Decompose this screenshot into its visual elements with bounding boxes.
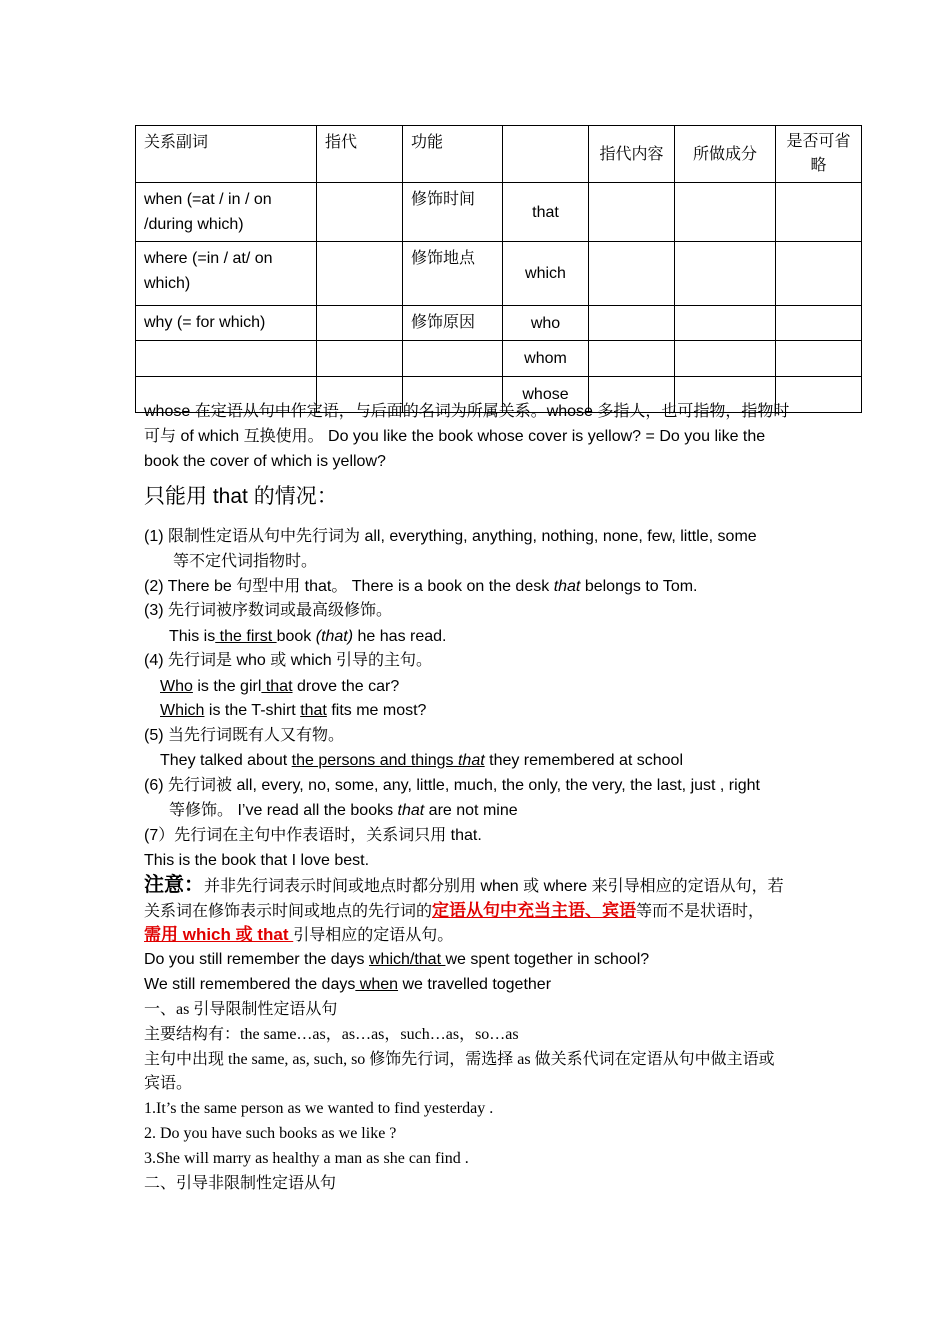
table-cell — [317, 183, 403, 242]
whose-note-line: book the cover of which is yellow? — [144, 453, 386, 470]
header-cell: 所做成分 — [675, 126, 776, 183]
table-cell: whose — [503, 377, 589, 413]
table-cell — [317, 306, 403, 341]
relative-adverb-table — [135, 125, 862, 413]
table-row — [136, 242, 862, 306]
example-sentence — [144, 948, 649, 972]
table-cell — [776, 341, 862, 377]
rule-item: (7）先行词在主句中作表语时，关系词只用 that. — [144, 827, 482, 844]
section-heading: 只能用 that 的情况： — [144, 485, 338, 508]
table-cell: which — [503, 242, 589, 306]
table-cell: why (= for which) — [136, 306, 317, 341]
rule-item: (6) 先行词被 all, every, no, some, any, little, much, the only, the very, the last, just , right — [144, 777, 760, 794]
table-cell: when (=at / in / on /during which) — [136, 183, 317, 242]
table-cell: whom — [503, 341, 589, 377]
text: 关系词在修饰表示时间或地点的先行词的 — [144, 903, 433, 920]
table-cell — [403, 341, 503, 377]
table-cell — [675, 183, 776, 242]
text: 等修饰。 I’ve read all the books — [169, 802, 398, 819]
example-sentence — [169, 625, 446, 649]
table-cell — [589, 242, 675, 306]
text: is the girl — [192, 678, 262, 695]
underlined-text: when — [355, 976, 399, 993]
table-cell — [317, 341, 403, 377]
table-cell: 修饰地点 — [403, 242, 503, 306]
text: 等而不是状语时， — [636, 903, 765, 920]
header-cell: 是否可省略 — [776, 126, 862, 183]
header-cell — [503, 126, 589, 183]
example-sentence — [144, 973, 551, 997]
table-cell — [136, 341, 317, 377]
text-line: 宾语。 — [144, 1075, 193, 1092]
text: We still remembered the days — [144, 976, 356, 993]
whose-note-line: 可与 of which 互换使用。 Do you like the book whose cover is yellow? = Do you like the — [144, 428, 766, 445]
text: are not mine — [424, 802, 518, 819]
example-sentence — [160, 699, 426, 723]
example-sentence: 3.She will marry as healthy a man as she can find . — [144, 1150, 469, 1167]
highlight-text: 需用 which 或 that — [144, 925, 294, 944]
text: is the T-shirt — [204, 702, 301, 719]
text: They talked about — [160, 752, 292, 769]
rule-item: (1) 限制性定语从句中先行词为 all, everything, anything, nothing, none, few, little, some — [144, 528, 757, 545]
attention-line — [144, 873, 784, 899]
underlined-text: the first — [215, 628, 277, 645]
italic-text: (that) — [315, 628, 354, 645]
table-cell — [589, 306, 675, 341]
attention-line — [144, 923, 453, 948]
table-cell: that — [503, 183, 589, 242]
table-row — [136, 183, 862, 242]
table-cell — [675, 306, 776, 341]
underlined-text: Which — [160, 702, 205, 719]
underlined-text: that — [300, 702, 327, 719]
text: (2) There be 句型中用 that。 There is a book on the desk — [144, 578, 554, 595]
example-sentence — [160, 675, 399, 699]
text: 引导相应的定语从句。 — [293, 927, 454, 944]
highlight-text: 定语从句中充当主语、宾语 — [432, 901, 637, 920]
section-heading: 一、as 引导限制性定语从句 — [144, 1001, 338, 1018]
attention-label: 注意： — [144, 874, 204, 896]
section-heading: 二、引导非限制性定语从句 — [144, 1175, 337, 1192]
table-cell — [317, 242, 403, 306]
underlined-text: Who — [160, 678, 193, 695]
table-cell — [675, 341, 776, 377]
underlined-text: the persons and things — [291, 752, 454, 769]
table-cell: 修饰原因 — [403, 306, 503, 341]
table-header-row — [136, 126, 862, 183]
underlined-text: which/that — [368, 951, 446, 968]
rule-item — [144, 575, 697, 599]
text-line: 主句中出现 the same, as, such, so 修饰先行词，需选择 as 做关系代词在定语从句中做主语或 — [144, 1051, 775, 1068]
table-cell — [675, 242, 776, 306]
header-cell: 功能 — [403, 126, 503, 183]
table-cell: where (=in / at/ on which) — [136, 242, 317, 306]
table-cell — [776, 306, 862, 341]
header-cell: 指代内容 — [589, 126, 675, 183]
table-row — [136, 341, 862, 377]
italic-that: that — [553, 578, 581, 595]
text: Do you still remember the days — [144, 951, 369, 968]
header-cell: 指代 — [317, 126, 403, 183]
example-sentence — [160, 749, 683, 773]
table-row — [136, 306, 862, 341]
attention-line — [144, 899, 764, 924]
italic-that: that — [453, 752, 485, 769]
table-cell — [589, 183, 675, 242]
whose-note-line: whose 在定语从句中作定语，与后面的名词为所属关系。whose 多指人，也可指物，指物时 — [144, 403, 790, 420]
text: he has read. — [353, 628, 447, 645]
text: 并非先行词表示时间或地点时都分别用 when 或 where 来引导相应的定语从句，若 — [204, 878, 784, 895]
table-cell — [776, 242, 862, 306]
text: This is — [169, 628, 216, 645]
text: they remembered at school — [484, 752, 683, 769]
rule-item: (3) 先行词被序数词或最高级修饰。 — [144, 602, 393, 619]
table-cell: 修饰时间 — [403, 183, 503, 242]
table-cell — [776, 183, 862, 242]
text: we spent together in school? — [445, 951, 650, 968]
rule-item-cont: 等不定代词指物时。 — [173, 553, 318, 570]
text: fits me most? — [326, 702, 427, 719]
text: drove the car? — [292, 678, 400, 695]
text: we travelled together — [398, 976, 552, 993]
example-sentence: 1.It’s the same person as we wanted to find yesterday . — [144, 1100, 494, 1117]
rule-item-cont — [169, 799, 518, 823]
table-cell: who — [503, 306, 589, 341]
example-sentence: This is the book that I love best. — [144, 852, 370, 869]
underlined-text: that — [261, 678, 293, 695]
italic-that: that — [397, 802, 425, 819]
text-line: 主要结构有：the same…as，as…as，such…as，so…as — [144, 1026, 519, 1043]
rule-item: (5) 当先行词既有人又有物。 — [144, 727, 345, 744]
table-cell — [589, 341, 675, 377]
text: book — [276, 628, 316, 645]
rule-item: (4) 先行词是 who 或 which 引导的主句。 — [144, 652, 433, 669]
text: belongs to Tom. — [580, 578, 698, 595]
example-sentence: 2. Do you have such books as we like ? — [144, 1125, 397, 1142]
header-cell: 关系副词 — [136, 126, 317, 183]
